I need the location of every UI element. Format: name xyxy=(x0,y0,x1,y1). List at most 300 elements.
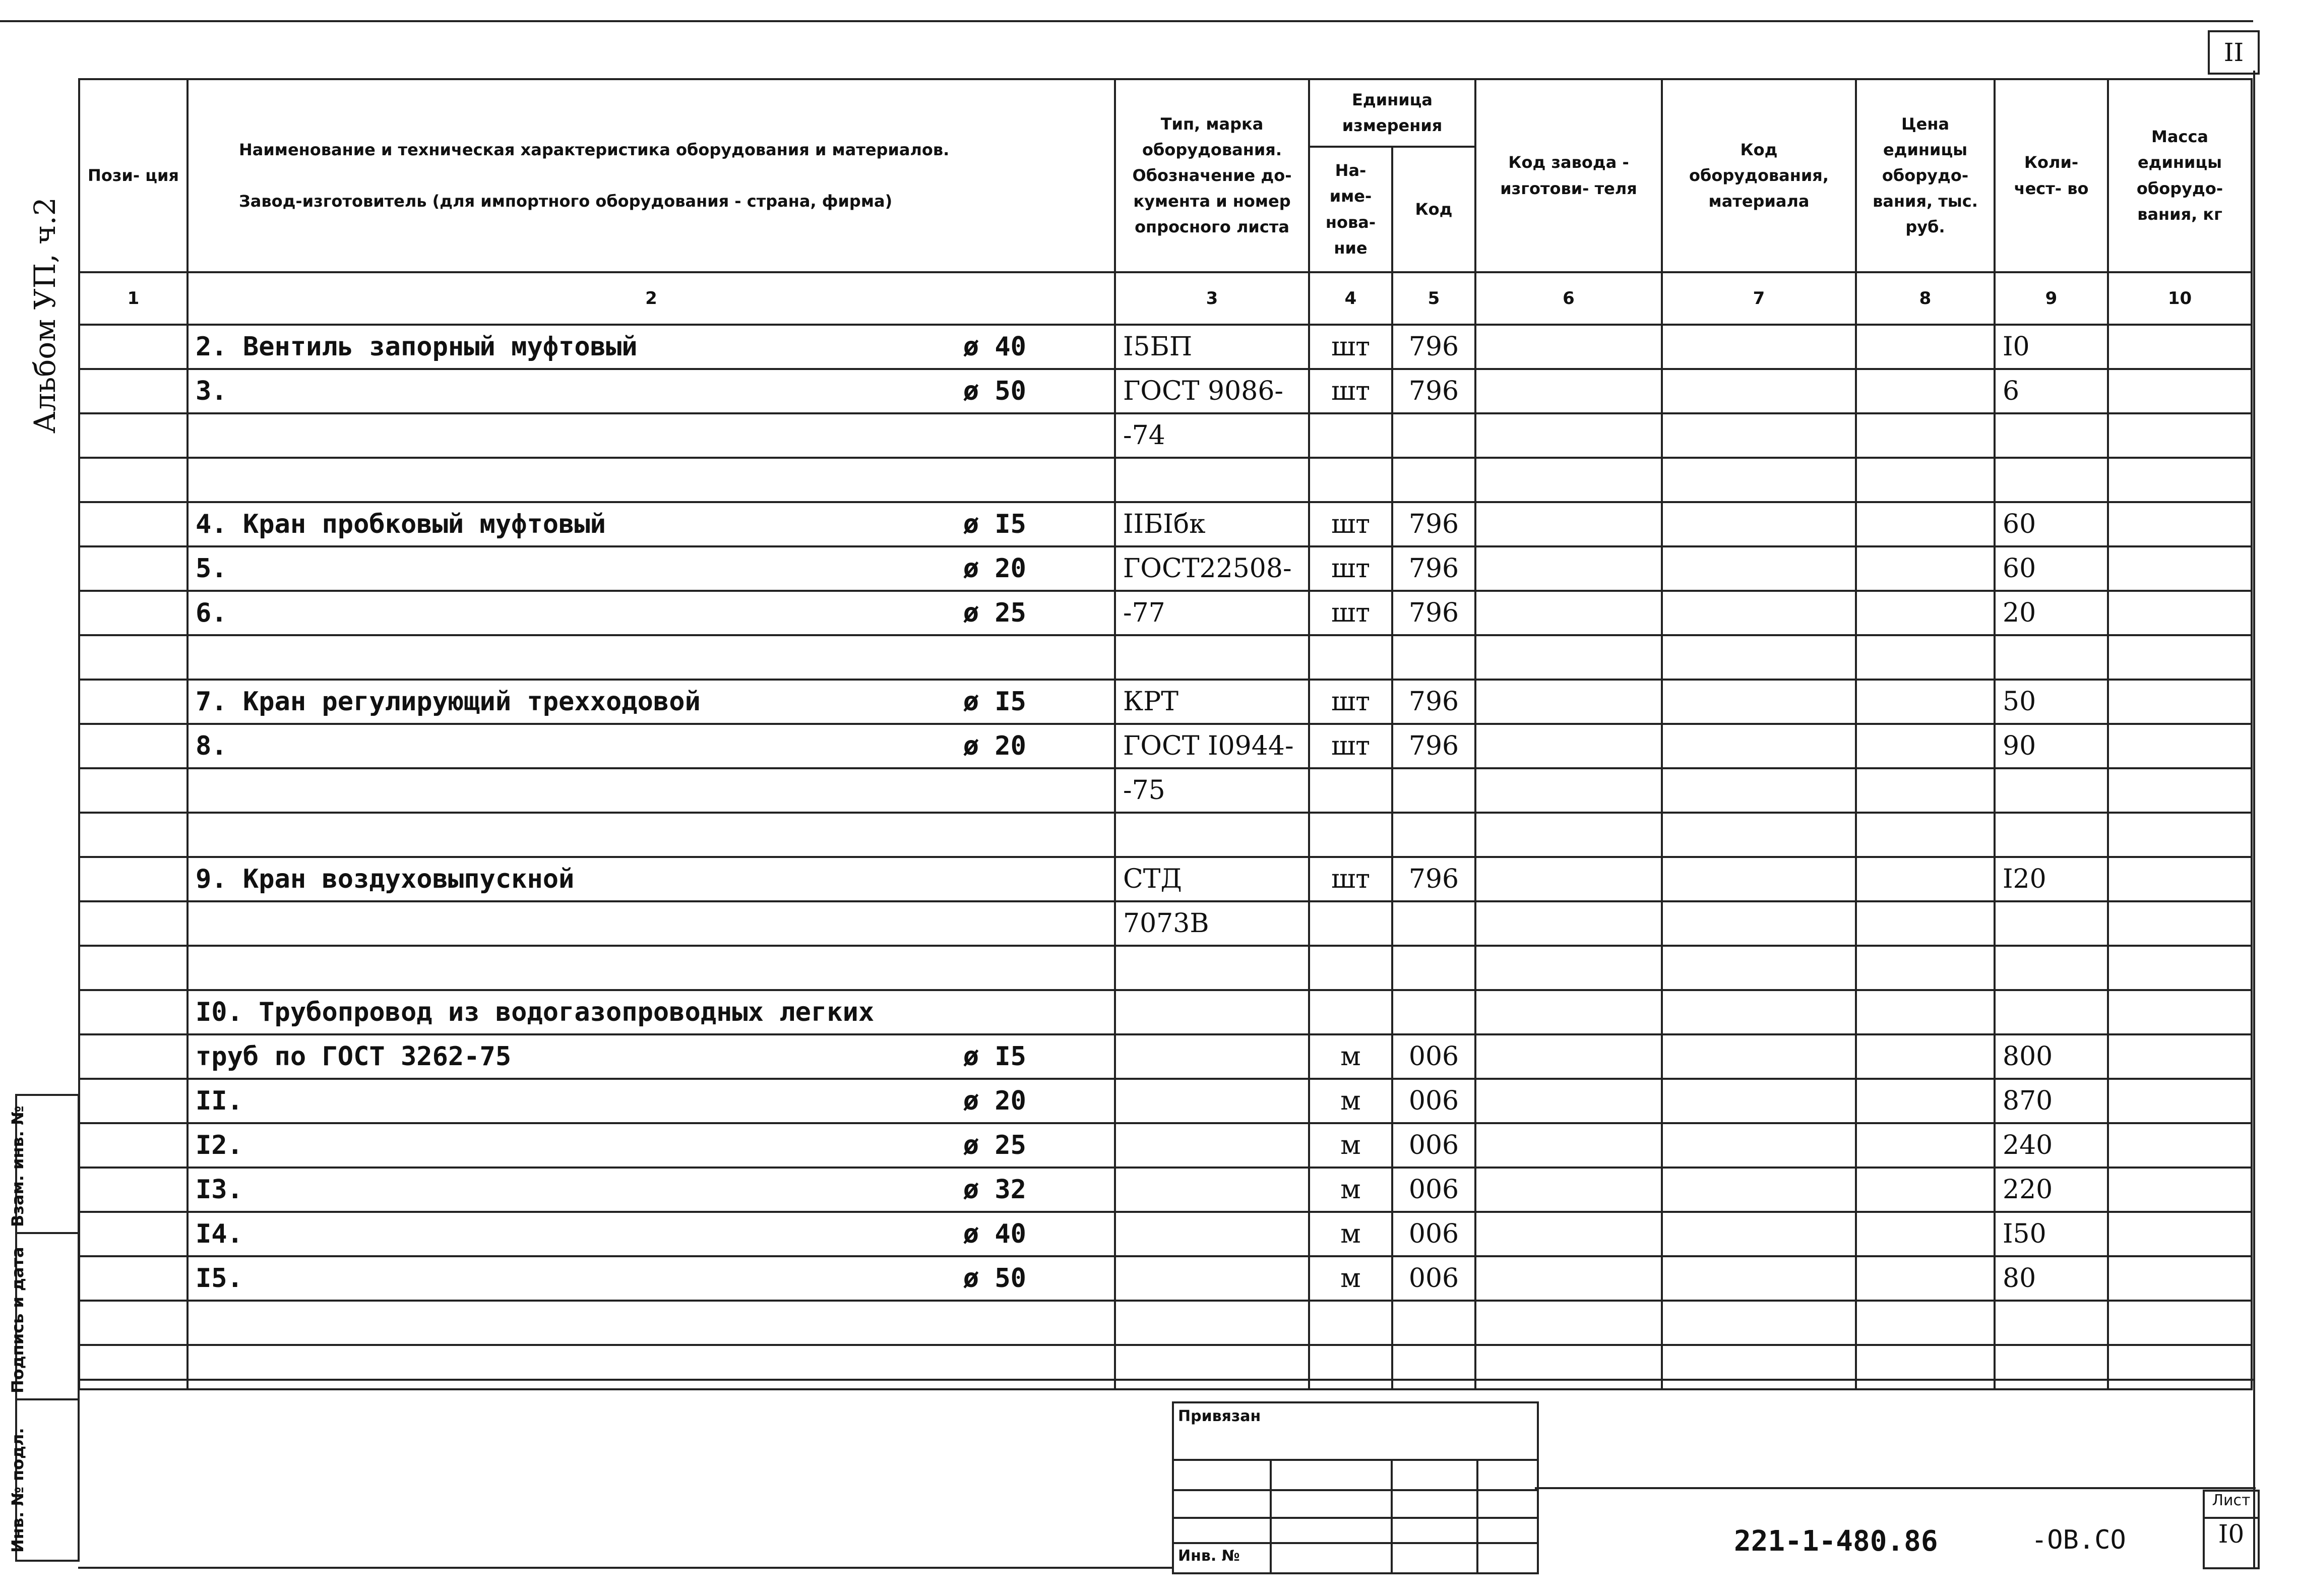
cell-type: ГОСТ22508- xyxy=(1115,546,1309,591)
cell-position xyxy=(79,369,188,413)
item-diameter: ø 20 xyxy=(963,1086,1026,1116)
cell-unit xyxy=(1309,1345,1392,1389)
cell-unit: м xyxy=(1309,1034,1392,1079)
cell-factory-code xyxy=(1475,369,1662,413)
item-diameter: ø 40 xyxy=(963,332,1026,362)
table-row xyxy=(79,990,2252,1034)
cell-unit-code: 006 xyxy=(1392,1168,1475,1212)
cell-equipment-code xyxy=(1662,369,1856,413)
cell-unit: шт xyxy=(1309,591,1392,635)
column-number: 3 xyxy=(1115,272,1309,325)
cell-quantity xyxy=(1995,1301,2108,1345)
cell-name xyxy=(188,546,1115,591)
cell-factory-code xyxy=(1475,813,1662,857)
cell-mass xyxy=(2108,1123,2252,1168)
cell-factory-code xyxy=(1475,325,1662,369)
column-number: 6 xyxy=(1475,272,1662,325)
cell-unit: шт xyxy=(1309,724,1392,768)
cell-position xyxy=(79,1256,188,1301)
cell-position xyxy=(79,724,188,768)
binding-rule xyxy=(1391,1459,1393,1572)
stamp-label: Подпись и дата xyxy=(8,1247,27,1393)
cell-equipment-code xyxy=(1662,1256,1856,1301)
cell-position xyxy=(79,990,188,1034)
item-name: I0. Трубопровод из водогазопроводных легких xyxy=(196,997,875,1027)
cell-quantity: 60 xyxy=(1995,502,2108,546)
cell-price xyxy=(1856,1079,1995,1123)
cell-mass xyxy=(2108,325,2252,369)
cell-quantity xyxy=(1995,413,2108,458)
cell-equipment-code xyxy=(1662,813,1856,857)
cell-name xyxy=(188,901,1115,946)
cell-unit-code xyxy=(1392,813,1475,857)
cell-unit: шт xyxy=(1309,325,1392,369)
cell-quantity: I50 xyxy=(1995,1212,2108,1256)
cell-type xyxy=(1115,458,1309,502)
cell-price xyxy=(1856,325,1995,369)
cell-unit-code: 796 xyxy=(1392,325,1475,369)
table-row xyxy=(79,635,2252,680)
cell-type: IIБIбк xyxy=(1115,502,1309,546)
cell-unit: м xyxy=(1309,1168,1392,1212)
cell-name xyxy=(188,857,1115,901)
cell-unit xyxy=(1309,413,1392,458)
cell-price xyxy=(1856,1123,1995,1168)
cell-unit-code: 796 xyxy=(1392,680,1475,724)
cell-position xyxy=(79,502,188,546)
cell-factory-code xyxy=(1475,1256,1662,1301)
cell-quantity: 6 xyxy=(1995,369,2108,413)
cell-price xyxy=(1856,1256,1995,1301)
cell-mass xyxy=(2108,591,2252,635)
item-name: 7. Кран регулирующий трехходовой xyxy=(196,687,701,717)
cell-unit xyxy=(1309,1301,1392,1345)
cell-name xyxy=(188,635,1115,680)
cell-unit-code: 006 xyxy=(1392,1123,1475,1168)
item-name: 9. Кран воздуховыпускной xyxy=(196,864,575,894)
cell-factory-code xyxy=(1475,768,1662,813)
cell-unit-code xyxy=(1392,990,1475,1034)
item-diameter: ø I5 xyxy=(963,509,1026,539)
cell-equipment-code xyxy=(1662,502,1856,546)
cell-position xyxy=(79,458,188,502)
cell-unit xyxy=(1309,813,1392,857)
cell-factory-code xyxy=(1475,946,1662,990)
cell-quantity: 20 xyxy=(1995,591,2108,635)
table-row xyxy=(79,1256,2252,1301)
cell-factory-code xyxy=(1475,546,1662,591)
cell-mass xyxy=(2108,458,2252,502)
cell-unit: шт xyxy=(1309,546,1392,591)
cell-mass xyxy=(2108,813,2252,857)
cell-position xyxy=(79,1123,188,1168)
cell-unit: м xyxy=(1309,1212,1392,1256)
cell-unit-code: 796 xyxy=(1392,857,1475,901)
item-diameter: ø 20 xyxy=(963,554,1026,584)
col-header-type: Тип, марка оборудования. Обозначение до- кумента и номер опросного листа xyxy=(1115,79,1309,272)
cell-unit xyxy=(1309,990,1392,1034)
column-number-row xyxy=(79,272,2252,325)
item-name: I4. xyxy=(196,1219,243,1249)
item-name: 3. xyxy=(196,376,227,406)
cell-equipment-code xyxy=(1662,946,1856,990)
cell-equipment-code xyxy=(1662,325,1856,369)
item-name: I3. xyxy=(196,1175,243,1205)
cell-unit xyxy=(1309,901,1392,946)
column-number: 9 xyxy=(1995,272,2108,325)
cell-position xyxy=(79,591,188,635)
cell-price xyxy=(1856,1301,1995,1345)
cell-factory-code xyxy=(1475,502,1662,546)
cell-unit-code xyxy=(1392,458,1475,502)
col-header-price: Цена единицы оборудо- вания, тыс. руб. xyxy=(1856,79,1995,272)
cell-type xyxy=(1115,813,1309,857)
cell-name xyxy=(188,724,1115,768)
cell-name xyxy=(188,990,1115,1034)
cell-mass xyxy=(2108,546,2252,591)
cell-type xyxy=(1115,1034,1309,1079)
cell-name xyxy=(188,458,1115,502)
cell-equipment-code xyxy=(1662,1079,1856,1123)
cell-name xyxy=(188,413,1115,458)
cell-quantity xyxy=(1995,1345,2108,1389)
cell-quantity: 80 xyxy=(1995,1256,2108,1301)
cell-equipment-code xyxy=(1662,413,1856,458)
table-row xyxy=(79,1034,2252,1079)
col-header-unit-name: На- име- нова- ние xyxy=(1309,147,1392,272)
cell-unit-code: 796 xyxy=(1392,502,1475,546)
cell-factory-code xyxy=(1475,901,1662,946)
cell-unit: шт xyxy=(1309,680,1392,724)
cell-position xyxy=(79,635,188,680)
cell-quantity: 240 xyxy=(1995,1123,2108,1168)
column-number: 4 xyxy=(1309,272,1392,325)
cell-equipment-code xyxy=(1662,1168,1856,1212)
stamp-cell-replace-inv xyxy=(8,1096,78,1234)
binding-rule xyxy=(1476,1459,1478,1572)
cell-quantity xyxy=(1995,990,2108,1034)
cell-name xyxy=(188,946,1115,990)
table-row xyxy=(79,413,2252,458)
album-label: Альбом УП, ч.2 xyxy=(28,197,62,434)
item-name: 5. xyxy=(196,554,227,584)
table-row xyxy=(79,680,2252,724)
binding-rule xyxy=(1174,1489,1537,1491)
cell-name xyxy=(188,325,1115,369)
cell-equipment-code xyxy=(1662,1345,1856,1389)
cell-price xyxy=(1856,413,1995,458)
item-diameter: ø 32 xyxy=(963,1175,1026,1205)
cell-unit xyxy=(1309,946,1392,990)
cell-unit xyxy=(1309,635,1392,680)
cell-type xyxy=(1115,1212,1309,1256)
cell-mass xyxy=(2108,857,2252,901)
cell-unit-code: 796 xyxy=(1392,369,1475,413)
col-header-unit: Единица измерения xyxy=(1309,79,1475,147)
cell-unit-code: 796 xyxy=(1392,724,1475,768)
binding-rule xyxy=(1270,1459,1272,1572)
cell-price xyxy=(1856,1034,1995,1079)
cell-name xyxy=(188,1256,1115,1301)
cell-type xyxy=(1115,946,1309,990)
cell-equipment-code xyxy=(1662,546,1856,591)
cell-equipment-code xyxy=(1662,635,1856,680)
col-header-name-line2: Завод-изготовитель (для импортного оборудования - страна, фирма) xyxy=(239,191,893,211)
table-bottom-rule xyxy=(78,1379,2253,1381)
table-row xyxy=(79,458,2252,502)
cell-equipment-code xyxy=(1662,1301,1856,1345)
cell-price xyxy=(1856,724,1995,768)
cell-unit-code: 006 xyxy=(1392,1034,1475,1079)
cell-unit: м xyxy=(1309,1123,1392,1168)
item-name: 6. xyxy=(196,598,227,628)
cell-unit: шт xyxy=(1309,502,1392,546)
cell-unit-code: 006 xyxy=(1392,1256,1475,1301)
col-header-equipment-code: Код оборудования, материала xyxy=(1662,79,1856,272)
cell-factory-code xyxy=(1475,990,1662,1034)
item-diameter: ø 25 xyxy=(963,598,1026,628)
cell-mass xyxy=(2108,369,2252,413)
cell-price xyxy=(1856,591,1995,635)
cell-type: КРТ xyxy=(1115,680,1309,724)
cell-unit-code xyxy=(1392,635,1475,680)
cell-price xyxy=(1856,680,1995,724)
cell-position xyxy=(79,680,188,724)
cell-quantity: I0 xyxy=(1995,325,2108,369)
cell-type xyxy=(1115,1123,1309,1168)
col-header-name xyxy=(188,79,1115,272)
cell-position xyxy=(79,857,188,901)
cell-name xyxy=(188,369,1115,413)
item-name: 4. Кран пробковый муфтовый xyxy=(196,509,606,539)
cell-position xyxy=(79,1034,188,1079)
sheet-number: II xyxy=(2208,30,2260,75)
title-block-rule xyxy=(1535,1487,2256,1489)
specification-rows xyxy=(79,325,2252,1389)
table-row xyxy=(79,1345,2252,1389)
binding-rule xyxy=(1174,1542,1537,1544)
cell-price xyxy=(1856,1168,1995,1212)
cell-price xyxy=(1856,546,1995,591)
item-diameter: ø I5 xyxy=(963,1041,1026,1072)
cell-factory-code xyxy=(1475,1123,1662,1168)
table-row xyxy=(79,502,2252,546)
cell-quantity: 220 xyxy=(1995,1168,2108,1212)
col-header-mass: Масса единицы оборудо- вания, кг xyxy=(2108,79,2252,272)
cell-factory-code xyxy=(1475,591,1662,635)
frame-bottom xyxy=(78,1567,1172,1569)
column-number: 5 xyxy=(1392,272,1475,325)
cell-unit-code: 796 xyxy=(1392,591,1475,635)
cell-unit-code: 006 xyxy=(1392,1212,1475,1256)
cell-position xyxy=(79,1301,188,1345)
cell-mass xyxy=(2108,1079,2252,1123)
col-header-unit-code: Код xyxy=(1392,147,1475,272)
cell-price xyxy=(1856,857,1995,901)
sheet-list-label: Лист xyxy=(2205,1492,2258,1519)
cell-price xyxy=(1856,502,1995,546)
top-rule xyxy=(0,20,2253,22)
table-row xyxy=(79,369,2252,413)
cell-name xyxy=(188,1079,1115,1123)
cell-unit-code: 796 xyxy=(1392,546,1475,591)
cell-mass xyxy=(2108,413,2252,458)
table-row xyxy=(79,591,2252,635)
cell-mass xyxy=(2108,724,2252,768)
cell-type xyxy=(1115,1301,1309,1345)
cell-mass xyxy=(2108,946,2252,990)
table-row xyxy=(79,325,2252,369)
cell-factory-code xyxy=(1475,1168,1662,1212)
table-row xyxy=(79,901,2252,946)
cell-equipment-code xyxy=(1662,591,1856,635)
item-name: I5. xyxy=(196,1263,243,1294)
specification-table xyxy=(78,78,2253,1390)
column-number: 10 xyxy=(2108,272,2252,325)
cell-mass xyxy=(2108,768,2252,813)
cell-factory-code xyxy=(1475,413,1662,458)
cell-mass xyxy=(2108,1256,2252,1301)
cell-unit-code xyxy=(1392,1345,1475,1389)
cell-unit-code: 006 xyxy=(1392,1079,1475,1123)
cell-name xyxy=(188,1034,1115,1079)
cell-type: -74 xyxy=(1115,413,1309,458)
sheet-list-box xyxy=(2203,1490,2260,1569)
table-row xyxy=(79,546,2252,591)
cell-quantity xyxy=(1995,813,2108,857)
cell-quantity xyxy=(1995,946,2108,990)
cell-type xyxy=(1115,1079,1309,1123)
item-diameter: ø 20 xyxy=(963,731,1026,761)
item-diameter: ø 25 xyxy=(963,1130,1026,1160)
table-row xyxy=(79,813,2252,857)
cell-position xyxy=(79,1345,188,1389)
binding-rule xyxy=(1174,1517,1537,1519)
cell-quantity: 60 xyxy=(1995,546,2108,591)
cell-equipment-code xyxy=(1662,901,1856,946)
cell-equipment-code xyxy=(1662,724,1856,768)
table-row xyxy=(79,1212,2252,1256)
column-number: 7 xyxy=(1662,272,1856,325)
cell-type: I5БП xyxy=(1115,325,1309,369)
cell-quantity xyxy=(1995,635,2108,680)
item-name: II. xyxy=(196,1086,243,1116)
cell-equipment-code xyxy=(1662,857,1856,901)
cell-name xyxy=(188,1345,1115,1389)
table-header-row xyxy=(79,79,2252,147)
cell-type: ГОСТ 9086- xyxy=(1115,369,1309,413)
binding-rule xyxy=(1174,1459,1537,1461)
cell-quantity xyxy=(1995,901,2108,946)
cell-position xyxy=(79,546,188,591)
cell-unit xyxy=(1309,768,1392,813)
column-number: 1 xyxy=(79,272,188,325)
col-header-position: Пози- ция xyxy=(79,79,188,272)
cell-type xyxy=(1115,1256,1309,1301)
col-header-factory-code: Код завода - изготови- теля xyxy=(1475,79,1662,272)
cell-type xyxy=(1115,635,1309,680)
cell-mass xyxy=(2108,635,2252,680)
column-number: 8 xyxy=(1856,272,1995,325)
cell-quantity xyxy=(1995,768,2108,813)
cell-name xyxy=(188,813,1115,857)
table-row xyxy=(79,724,2252,768)
cell-quantity: I20 xyxy=(1995,857,2108,901)
cell-price xyxy=(1856,635,1995,680)
cell-type: СТД xyxy=(1115,857,1309,901)
cell-factory-code xyxy=(1475,1079,1662,1123)
cell-mass xyxy=(2108,680,2252,724)
inventory-label: Инв. № xyxy=(1178,1547,1240,1565)
cell-type: ГОСТ I0944- xyxy=(1115,724,1309,768)
table-row xyxy=(79,1168,2252,1212)
cell-factory-code xyxy=(1475,1301,1662,1345)
cell-equipment-code xyxy=(1662,458,1856,502)
cell-unit-code xyxy=(1392,901,1475,946)
cell-unit-code xyxy=(1392,413,1475,458)
cell-type: -77 xyxy=(1115,591,1309,635)
cell-price xyxy=(1856,901,1995,946)
cell-price xyxy=(1856,1345,1995,1389)
cell-factory-code xyxy=(1475,1345,1662,1389)
margin-stamp xyxy=(8,1094,80,1562)
cell-unit xyxy=(1309,458,1392,502)
table-row xyxy=(79,857,2252,901)
cell-equipment-code xyxy=(1662,768,1856,813)
frame-right xyxy=(2253,71,2255,1568)
cell-position xyxy=(79,325,188,369)
stamp-cell-signature xyxy=(8,1232,78,1400)
item-name: труб по ГОСТ 3262-75 xyxy=(196,1041,512,1072)
stamp-label: Инв. № подл. xyxy=(8,1428,27,1553)
cell-price xyxy=(1856,768,1995,813)
cell-quantity: 800 xyxy=(1995,1034,2108,1079)
cell-position xyxy=(79,1079,188,1123)
cell-unit: м xyxy=(1309,1079,1392,1123)
cell-position xyxy=(79,768,188,813)
item-name: 8. xyxy=(196,731,227,761)
table-row xyxy=(79,946,2252,990)
table-row xyxy=(79,1301,2252,1345)
table-row xyxy=(79,768,2252,813)
cell-type xyxy=(1115,1345,1309,1389)
document-suffix: -ОВ.СО xyxy=(2031,1525,2126,1555)
cell-type xyxy=(1115,990,1309,1034)
cell-type: 7073В xyxy=(1115,901,1309,946)
cell-quantity: 90 xyxy=(1995,724,2108,768)
cell-unit-code xyxy=(1392,1301,1475,1345)
cell-mass xyxy=(2108,1345,2252,1389)
cell-quantity xyxy=(1995,458,2108,502)
cell-type: -75 xyxy=(1115,768,1309,813)
cell-price xyxy=(1856,458,1995,502)
cell-mass xyxy=(2108,1034,2252,1079)
table-row xyxy=(79,1123,2252,1168)
stamp-cell-inv-original xyxy=(8,1398,78,1558)
cell-name xyxy=(188,768,1115,813)
cell-name xyxy=(188,1168,1115,1212)
cell-position xyxy=(79,946,188,990)
cell-price xyxy=(1856,946,1995,990)
cell-equipment-code xyxy=(1662,1034,1856,1079)
cell-name xyxy=(188,1301,1115,1345)
cell-factory-code xyxy=(1475,680,1662,724)
item-diameter: ø 50 xyxy=(963,376,1026,406)
cell-mass xyxy=(2108,502,2252,546)
cell-price xyxy=(1856,813,1995,857)
cell-name xyxy=(188,1123,1115,1168)
cell-factory-code xyxy=(1475,635,1662,680)
